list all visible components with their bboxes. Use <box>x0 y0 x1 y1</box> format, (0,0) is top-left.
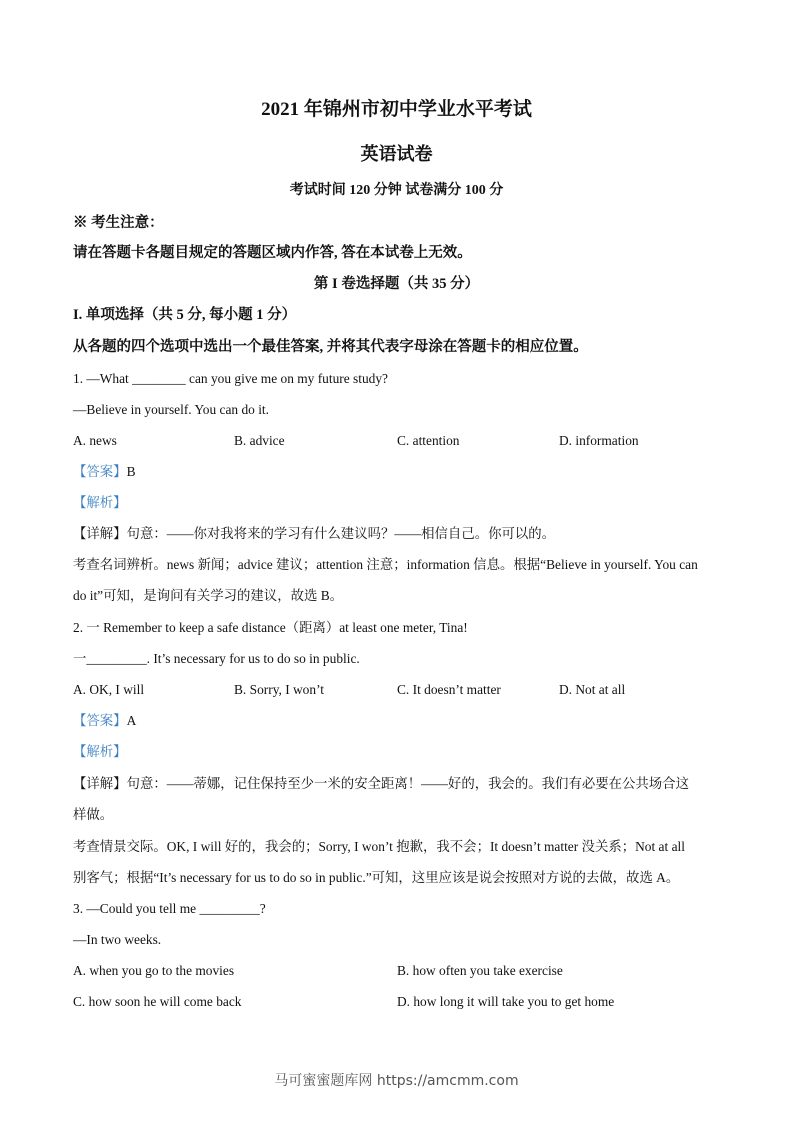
volume-title: 第 I 卷选择题（共 35 分） <box>313 276 480 292</box>
notice-text: 请在答题卡各题目规定的答题区域内作答, 答在本试卷上无效。 <box>73 245 472 261</box>
question-3-option-d: D. how long it will take you to get home <box>397 994 615 1009</box>
question-3-option-b: B. how often you take exercise <box>397 963 563 978</box>
question-2-analysis-tag: 【解析】 <box>73 744 127 759</box>
question-2-detail-line: 考查情景交际。OK, I will 好的，我会的；Sorry, I won’t 抱歉，我不会；It doesn’t matter 没关系；Not at all <box>73 839 685 854</box>
footer-watermark: 马可蜜蜜题库网 https://amcmm.com <box>274 1073 519 1089</box>
question-2-detail-line: 样做。 <box>73 807 114 822</box>
question-2-reply: 一_________. It’s necessary for us to do so in public. <box>73 651 360 666</box>
question-1-option-d: D. information <box>559 433 639 448</box>
question-2-option-c: C. It doesn’t matter <box>397 682 501 697</box>
question-1-option-c: C. attention <box>397 433 460 448</box>
question-2-option-d: D. Not at all <box>559 682 626 697</box>
answer-value: A <box>126 713 137 728</box>
question-1-detail-line: do it”可知，是询问有关学习的建议，故选 B。 <box>73 588 344 603</box>
question-2-option-a: A. OK, I will <box>73 682 145 697</box>
exam-subtitle: 英语试卷 <box>360 144 433 164</box>
exam-title: 2021 年锦州市初中学业水平考试 <box>261 99 532 120</box>
question-1-option-a: A. news <box>73 433 117 448</box>
question-2-detail-line: 别客气；根据“It’s necessary for us to do so in public.”可知，这里应该是说会按照对方说的去做，故选 A。 <box>73 870 680 885</box>
question-1-answer <box>73 463 136 481</box>
notice-heading: ※ 考生注意： <box>73 215 164 231</box>
answer-tag: 【答案】 <box>73 713 127 728</box>
question-2-stem: 2. 一 Remember to keep a safe distance（距离）at least one meter, Tina! <box>73 620 468 635</box>
question-1-detail-line: 考查名词辨析。news 新闻；advice 建议；attention 注意；information 信息。根据“Believe in yourself. You can <box>73 557 698 572</box>
question-3-option-a: A. when you go to the movies <box>73 963 235 978</box>
question-3-stem: 3. —Could you tell me _________? <box>73 901 266 916</box>
question-1-option-b: B. advice <box>234 433 285 448</box>
question-2-answer <box>73 712 136 730</box>
answer-tag: 【答案】 <box>73 464 127 479</box>
part-title: I. 单项选择（共 5 分, 每小题 1 分） <box>73 307 297 323</box>
question-1-reply: —Believe in yourself. You can do it. <box>73 402 270 417</box>
question-2-option-b: B. Sorry, I won’t <box>234 682 325 697</box>
question-3-reply: —In two weeks. <box>73 932 162 947</box>
question-2-detail-line: 【详解】句意：——蒂娜，记住保持至少一米的安全距离！——好的，我会的。我们有必要在公共场合这 <box>73 776 689 791</box>
question-1-analysis-tag: 【解析】 <box>73 495 127 510</box>
question-3-option-c: C. how soon he will come back <box>73 994 242 1009</box>
answer-value: B <box>126 464 136 479</box>
part-instruction: 从各题的四个选项中选出一个最佳答案, 并将其代表字母涂在答题卡的相应位置。 <box>73 339 588 355</box>
question-1-detail-line: 【详解】句意：——你对我将来的学习有什么建议吗？——相信自己。你可以的。 <box>73 526 556 541</box>
question-1-stem: 1. —What ________ can you give me on my future study? <box>73 371 388 386</box>
exam-info: 考试时间 120 分钟 试卷满分 100 分 <box>289 183 504 198</box>
